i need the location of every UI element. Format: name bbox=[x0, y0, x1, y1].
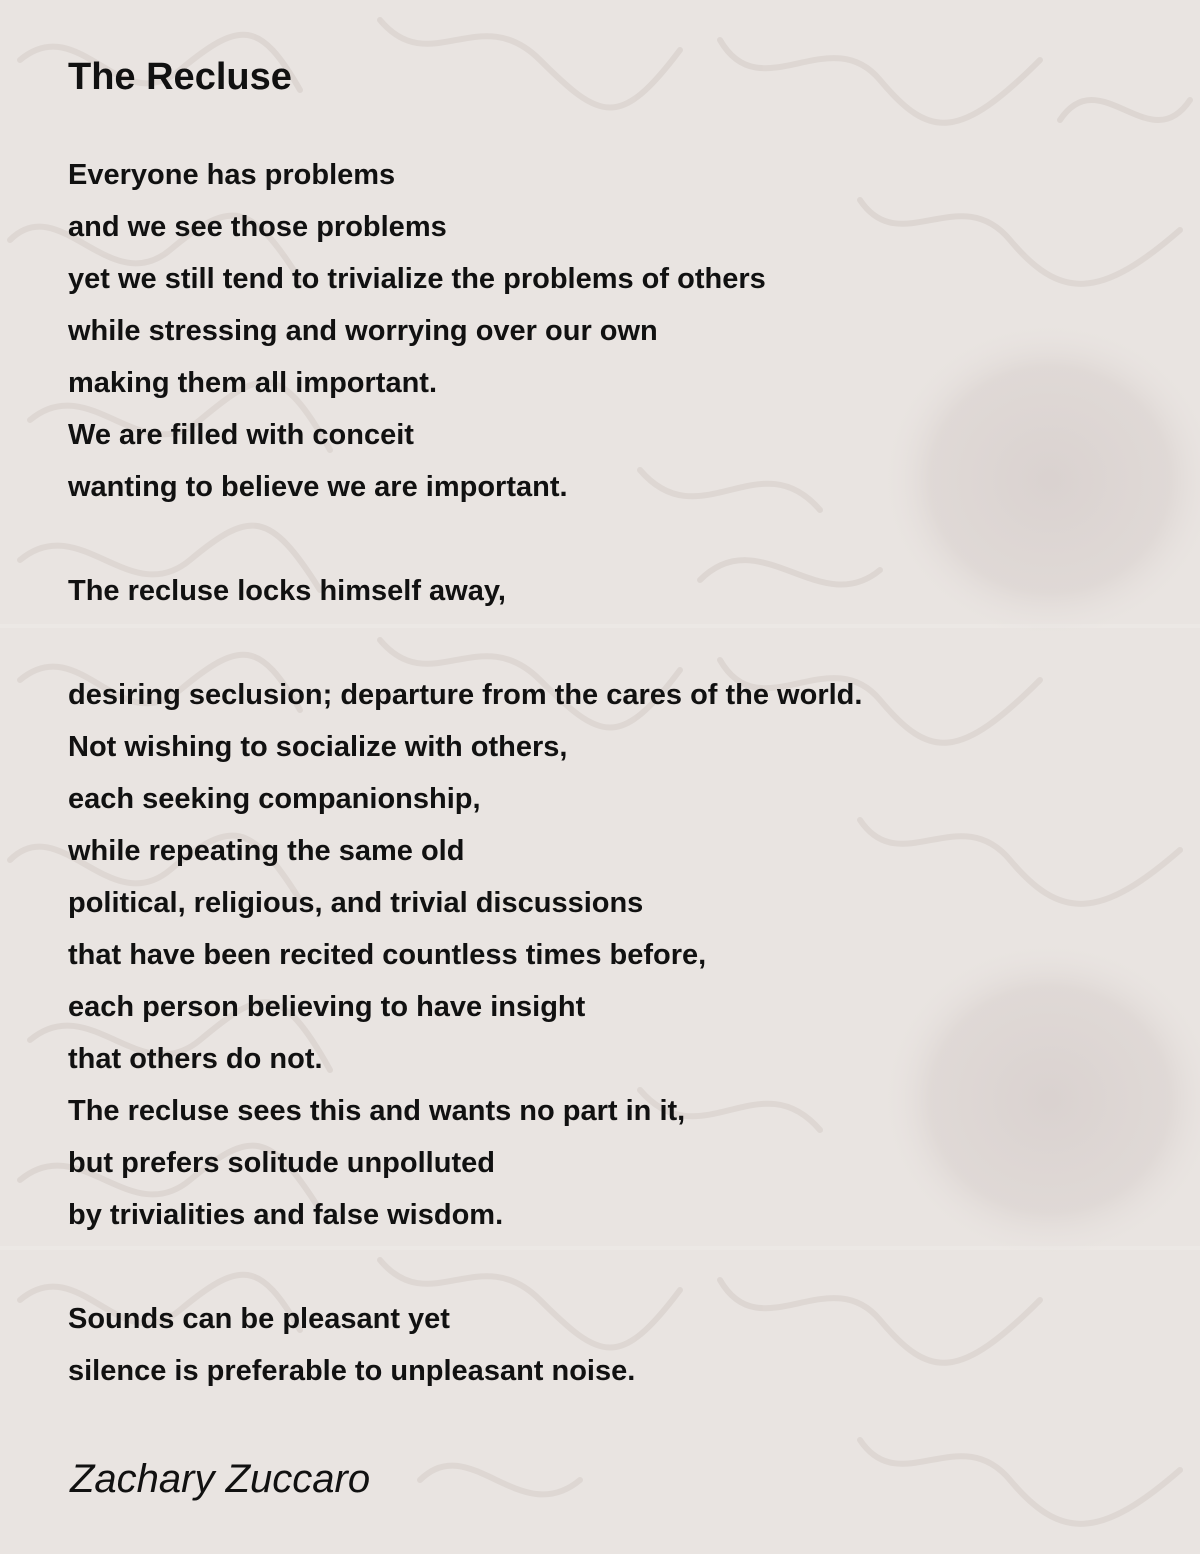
poem-line: desiring seclusion; departure from the cares of the world. bbox=[68, 679, 863, 711]
stanza-1 bbox=[68, 149, 1148, 513]
poem-line: wanting to believe we are important. bbox=[68, 471, 568, 503]
poem-line: yet we still tend to trivialize the problems of others bbox=[68, 263, 766, 295]
poem-line: Everyone has problems bbox=[68, 159, 396, 191]
poem-line: Sounds can be pleasant yet bbox=[68, 1303, 450, 1335]
stanza-4 bbox=[68, 1293, 1148, 1397]
poem-line: by trivialities and false wisdom. bbox=[68, 1199, 504, 1231]
stanza-3 bbox=[68, 669, 1148, 1241]
poem-line: while stressing and worrying over our own bbox=[68, 315, 658, 347]
stanza-2 bbox=[68, 565, 1148, 617]
poem-line: but prefers solitude unpolluted bbox=[68, 1147, 495, 1179]
poem-line: each person believing to have insight bbox=[68, 991, 586, 1023]
poem-line: making them all important. bbox=[68, 367, 437, 399]
poem-line: and we see those problems bbox=[68, 211, 447, 243]
poem-line: The recluse sees this and wants no part in it, bbox=[68, 1095, 686, 1127]
poem-line: that others do not. bbox=[68, 1043, 323, 1075]
poem-line: Not wishing to socialize with others, bbox=[68, 731, 568, 763]
poem-line: political, religious, and trivial discussions bbox=[68, 887, 644, 919]
poem-body bbox=[68, 149, 1148, 1449]
poem-title: The Recluse bbox=[68, 56, 292, 98]
poem-line: each seeking companionship, bbox=[68, 783, 481, 815]
poem-line: silence is preferable to unpleasant noise. bbox=[68, 1355, 636, 1387]
poem-line: while repeating the same old bbox=[68, 835, 465, 867]
poem-line: that have been recited countless times before, bbox=[68, 939, 707, 971]
poem-author: Zachary Zuccaro bbox=[70, 1457, 371, 1501]
poem-line: We are filled with conceit bbox=[68, 419, 414, 451]
poem-line: The recluse locks himself away, bbox=[68, 575, 506, 607]
